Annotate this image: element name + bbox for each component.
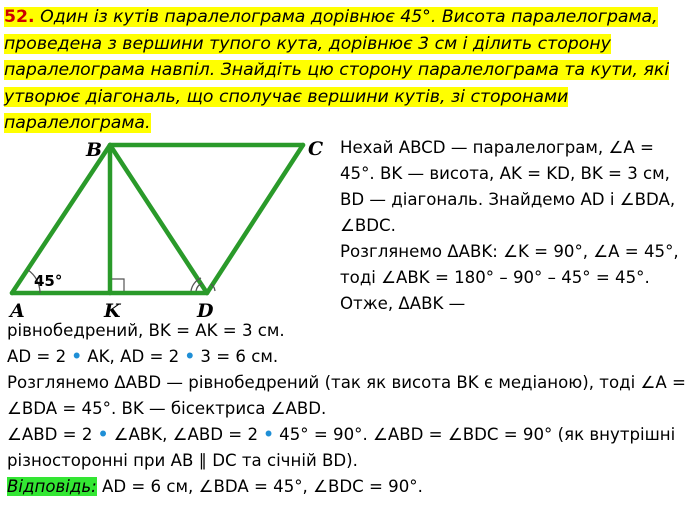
right-angle-mark (112, 279, 124, 291)
angles-part-3: 45° = 90°. ∠ABD = ∠BDC = 90° (як внутрішні різносторонні при AB ∥ DC та січній BD). (7, 425, 676, 470)
solution-triangle-abk: Розглянемо ΔABK: ∠K = 90°, ∠A = 45°, тоді ∠ABK = 180° – 90° – 45° = 45°. Отже, ΔABK — (340, 242, 679, 313)
label-d: D (197, 300, 214, 322)
solution-line-abd: Розглянемо ΔABD — рівнобедрений (так як висота BK є медіаною), тоді ∠A = ∠BDA = 45°. BK — бісектриса ∠ABD. (7, 373, 686, 418)
diagonal-bd (110, 145, 207, 293)
angles-part-2: ∠ABK, ∠ABD = 2 (108, 425, 264, 444)
ad-part-1: AD = 2 (7, 347, 72, 366)
angles-part-1: ∠ABD = 2 (7, 425, 98, 444)
parallelogram-figure (0, 133, 335, 325)
answer-text: AD = 6 см, ∠BDA = 45°, ∠BDC = 90°. (96, 477, 423, 496)
answer-line (7, 474, 691, 500)
ad-part-3: 3 = 6 см. (195, 347, 279, 366)
solution-full-width (7, 318, 691, 500)
solution-line-isosceles: рівнобедрений, BK = AK = 3 см. (7, 321, 285, 340)
problem-text: Один із кутів паралелограма дорівнює 45°. Висота паралелограма, проведена з вершини тупого кута, дорівнює 3 см і ділить сторону паралелограма навпіл. Знайдіть цю сторону паралелограма та кути, які утворює діагональ, що сполучає вершини кутів, зі сторонами паралелограма. (4, 7, 670, 133)
label-a: A (10, 300, 25, 322)
side-cd (207, 145, 303, 293)
label-c: C (308, 138, 324, 160)
problem-highlight (4, 7, 669, 133)
multiply-dot: • (184, 347, 196, 366)
multiply-dot: • (97, 425, 109, 444)
answer-label: Відповідь: (7, 477, 97, 496)
label-k: K (104, 300, 121, 322)
solution-side-column (340, 135, 688, 317)
parallelogram-drawing (0, 133, 335, 325)
problem-statement (4, 4, 692, 137)
label-b: B (86, 139, 103, 161)
problem-number: 52. (4, 7, 35, 27)
ad-part-2: AK, AD = 2 (82, 347, 185, 366)
side-ab (12, 145, 110, 293)
multiply-dot: • (263, 425, 274, 444)
solution-intro: Нехай ABCD — паралелограм, ∠A = 45°. BK — висота, AK = KD, BK = 3 см, BD — діагональ. Знайдемо AD і ∠BDA, ∠BDC. (340, 138, 676, 235)
multiply-dot: • (71, 347, 83, 366)
solution-line-ad (7, 344, 691, 370)
angle-label-a: 45° (34, 272, 63, 290)
solution-line-angles (7, 422, 691, 474)
